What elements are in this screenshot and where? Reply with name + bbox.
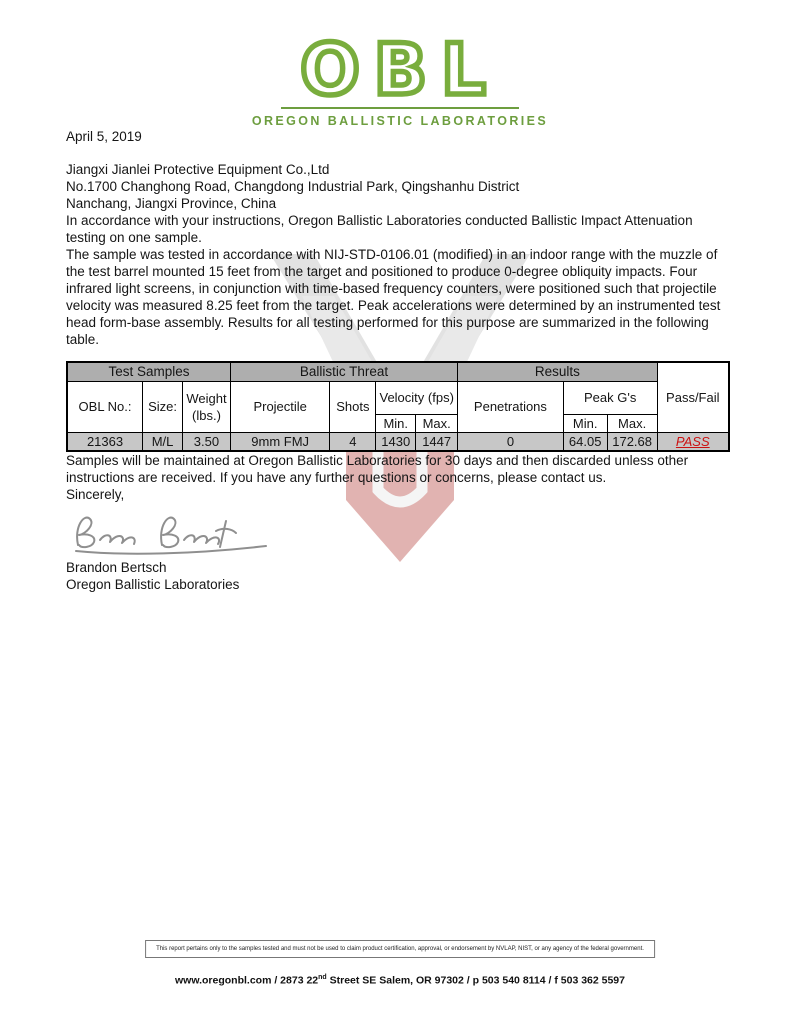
retention-paragraph: Samples will be maintained at Oregon Ballistic Laboratories for 30 days and then discarded unless other instructions are received. If you have any further questions or concerns, please contact us. <box>66 453 689 485</box>
header-velocity: Velocity (fps) <box>376 381 458 414</box>
recipient-city: Nanchang, Jiangxi Province, China <box>66 196 277 211</box>
cell-weight: 3.50 <box>182 432 230 451</box>
group-ballistic-threat: Ballistic Threat <box>230 362 457 381</box>
results-table <box>66 361 730 452</box>
method-paragraph: The sample was tested in accordance with NIJ-STD-0106.01 (modified) in an indoor range with the muzzle of the test barrel mounted 15 feet from the target and positioned to produce 0-degree obliquity impacts. Four infrared light screens, in conjunction with time-based frequency counters, were positioned such that projectile velocity was measured 8.25 feet from the target. Peak accelerations were determined by an instrumented test head form-base assembly. Results for all testing performed for this purpose are summarized in the following table. <box>66 247 721 347</box>
header-peak-min: Min. <box>563 414 607 432</box>
recipient-address <box>66 161 734 212</box>
intro-paragraph: In accordance with your instructions, Oregon Ballistic Laboratories conducted Ballistic Impact Attenuation testing on one sample. <box>66 213 693 245</box>
header-velocity-min: Min. <box>376 414 416 432</box>
header-peak-max: Max. <box>607 414 657 432</box>
date-line: April 5, 2019 <box>66 129 142 144</box>
header-penetrations: Penetrations <box>458 381 564 432</box>
cell-velocity-max: 1447 <box>416 432 458 451</box>
cell-size: M/L <box>143 432 183 451</box>
header-peak-gs: Peak G's <box>563 381 657 414</box>
group-results: Results <box>458 362 657 381</box>
contact-text-pre: www.oregonbl.com / 2873 22 <box>174 974 319 986</box>
recipient-name: Jiangxi Jianlei Protective Equipment Co.,Ltd <box>66 162 330 177</box>
signature-icon <box>66 507 276 559</box>
header-shots: Shots <box>330 381 376 432</box>
signer-organization: Oregon Ballistic Laboratories <box>66 577 240 592</box>
cell-peak-min: 64.05 <box>563 432 607 451</box>
header-weight: Weight (lbs.) <box>182 381 230 432</box>
obl-logo-acronym: OBL <box>300 36 500 106</box>
letterhead <box>0 0 800 128</box>
signature-block <box>66 507 734 559</box>
cell-penetrations: 0 <box>458 432 564 451</box>
table-group-header-row <box>67 362 729 381</box>
disclaimer-box: This report pertains only to the samples tested and must not be used to claim product certification, approval, or endorsement by NVLAP, NIST, or any agency of the federal government. <box>145 940 655 958</box>
obl-logo-icon <box>270 36 530 106</box>
cell-pass-fail: PASS <box>657 432 729 451</box>
contact-line <box>0 974 800 987</box>
contact-text-post: Street SE Salem, OR 97302 / p 503 540 8114 / f 503 362 5597 <box>326 974 625 986</box>
header-pass-fail: Pass/Fail <box>657 362 729 432</box>
contact-superscript: nd <box>318 973 327 981</box>
cell-velocity-min: 1430 <box>376 432 416 451</box>
signer-name: Brandon Bertsch <box>66 560 167 575</box>
letter-body <box>0 128 800 593</box>
logo-subtitle: OREGON BALLISTIC LABORATORIES <box>251 114 549 128</box>
table-column-header-row <box>67 381 729 414</box>
recipient-street: No.1700 Changhong Road, Changdong Industrial Park, Qingshanhu District <box>66 179 520 194</box>
closing-line: Sincerely, <box>66 487 125 502</box>
group-test-samples: Test Samples <box>67 362 230 381</box>
table-row <box>67 432 729 451</box>
header-obl-no: OBL No.: <box>67 381 143 432</box>
cell-peak-max: 172.68 <box>607 432 657 451</box>
cell-obl-no: 21363 <box>67 432 143 451</box>
cell-projectile: 9mm FMJ <box>230 432 329 451</box>
cell-shots: 4 <box>330 432 376 451</box>
header-velocity-max: Max. <box>416 414 458 432</box>
logo-divider <box>281 107 519 109</box>
header-projectile: Projectile <box>230 381 329 432</box>
header-size: Size: <box>143 381 183 432</box>
